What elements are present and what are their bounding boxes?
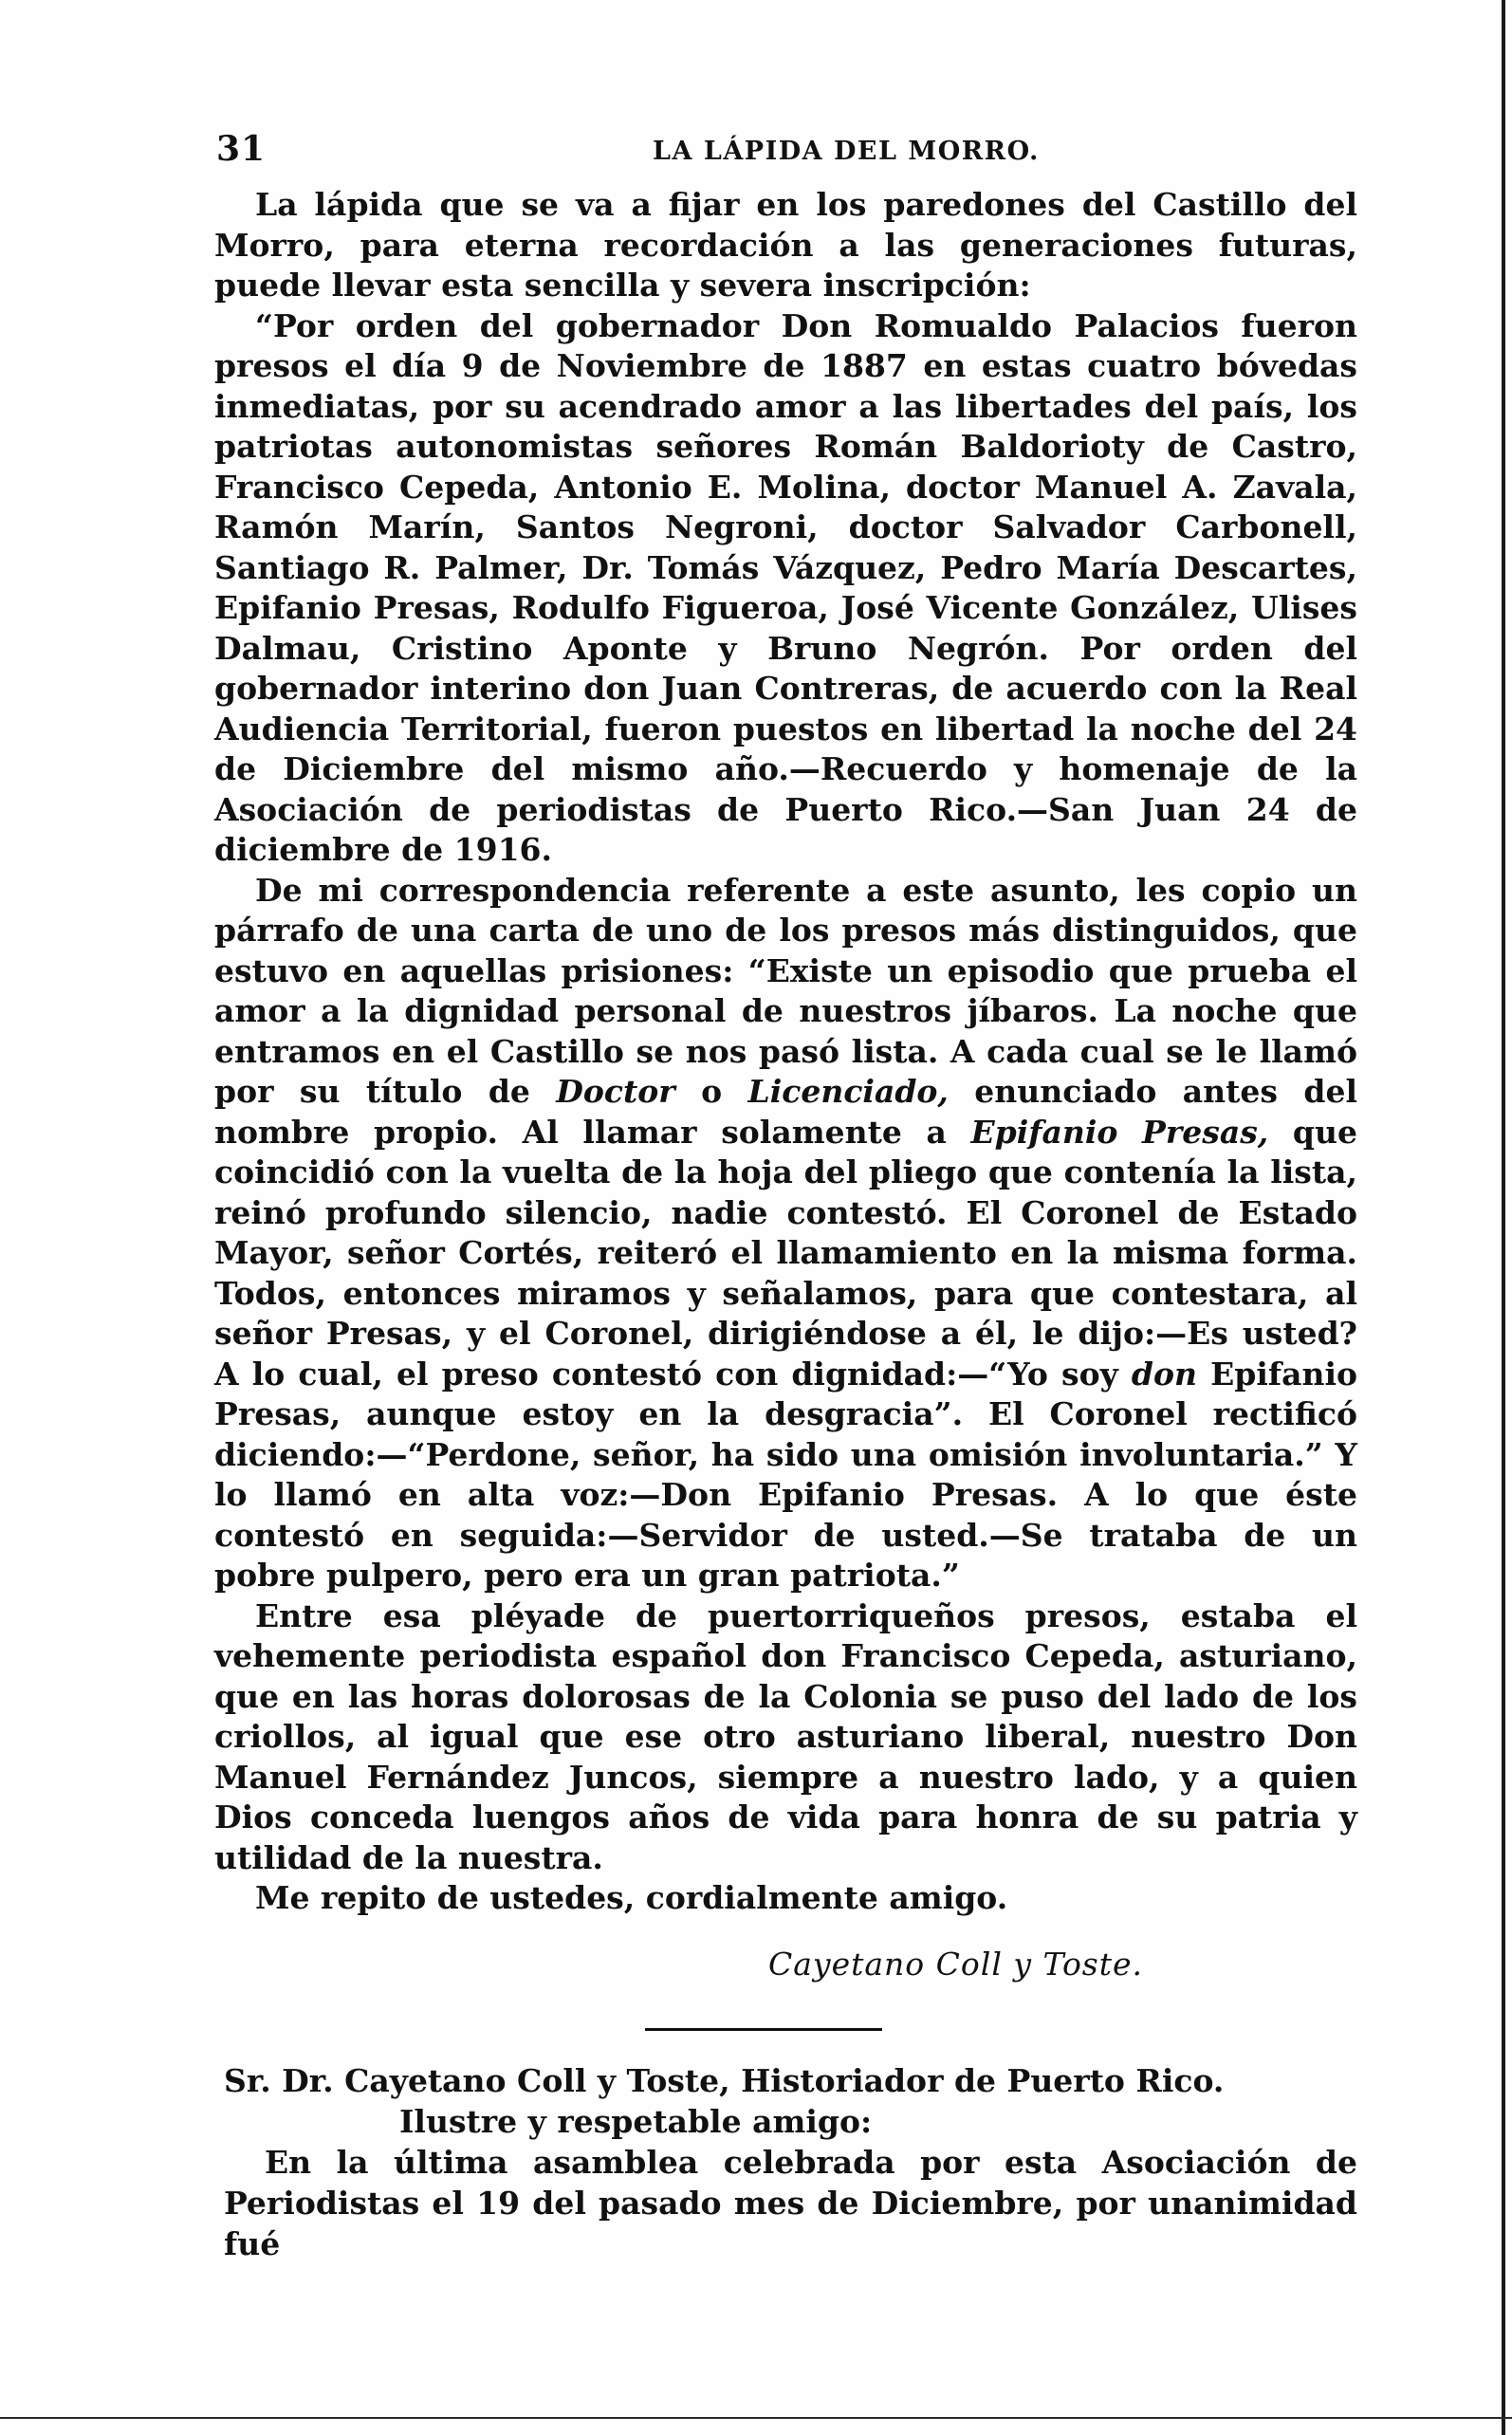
p3-em-doctor: Doctor bbox=[556, 1073, 675, 1110]
letter-addressee: Sr. Dr. Cayetano Coll y Toste, Historiador de Puerto Rico. bbox=[224, 2062, 1225, 2099]
letter-section bbox=[224, 2060, 1357, 2264]
letter-salutation: Ilustre y respetable amigo: bbox=[399, 2103, 873, 2140]
paragraph-closing: Me repito de ustedes, cordialmente amigo. bbox=[255, 1879, 1008, 1916]
paragraph-pleyade: Entre esa pléyade de puertorriqueños presos, estaba el vehemente periodista español don Francisco Cepeda, asturiano, que en las horas dolorosas de la Colonia se puso del lado de los criollos, al igual que ese otro asturiano liberal, nuestro Don Manuel Fernández Juncos, siempre a nuestro lado, y a quien Dios conceda luengos años de vida para honra de su patria y utilidad de la nuestra. bbox=[214, 1596, 1357, 1876]
letter-body: En la última asamblea celebrada por esta Asociación de Periodistas el 19 del pasado mes de Diciembre, por unanimidad fué bbox=[224, 2144, 1357, 2262]
paragraph-intro: La lápida que se va a fijar en los paredones del Castillo del Morro, para eterna recordación a las generaciones futuras, puede llevar esta sencilla y severa inscripción: bbox=[214, 186, 1357, 304]
section-divider bbox=[645, 2028, 882, 2031]
p3-text-a: De mi correspondencia referente a este asunto, les copio un párrafo de una carta de uno de los presos más distinguidos, que estuvo en aquellas prisiones: “Existe un episodio que prueba el amor a la dignidad personal de nuestros jíbaros. La noche que entramos en el Castillo se nos pasó lista. A cada cual se le llamó por su título de bbox=[214, 871, 1357, 1110]
page-number: 31 bbox=[216, 129, 267, 169]
signature: Cayetano Coll y Toste. bbox=[768, 1946, 1144, 1983]
p3-em-licenciado: Licenciado, bbox=[747, 1073, 949, 1110]
p3-text-d: que coincidió con la vuelta de la hoja del pliego que contenía la lista, reinó profundo silencio, nadie contestó. El Coronel de Estado Mayor, señor Cortés, reiteró el llamamiento en la misma forma. Todos, entonces miramos y señalamos, para que contestara, al señor Presas, y el Coronel, dirigiéndose a él, le dijo:—Es usted? A lo cual, el preso contestó con dignidad:—“Yo soy bbox=[214, 1113, 1357, 1393]
running-title: LA LÁPIDA DEL MORRO. bbox=[653, 137, 1040, 166]
p3-em-don: don bbox=[1131, 1355, 1197, 1393]
p3-text-c: enunciado antes del nombre propio. Al llamar solamente a bbox=[214, 1073, 1357, 1151]
p3-text-b: o bbox=[674, 1073, 748, 1110]
page-edge-rule bbox=[1502, 0, 1505, 2435]
page-header bbox=[216, 129, 1359, 173]
body-text bbox=[214, 185, 1357, 1919]
p3-text-e: Epifanio Presas, aunque estoy en la desgracia”. El Coronel rectificó diciendo:—“Perdone, señor, ha sido una omisión involuntaria.” Y lo llamó en alta voz:—Don Epifanio Presas. A lo que éste contestó en seguida:—Servidor de usted.—Se trataba de un pobre pulpero, pero era un gran patriota.” bbox=[214, 1355, 1357, 1594]
paragraph-inscription: “Por orden del gobernador Don Romualdo Palacios fueron presos el día 9 de Noviembre de 1887 en estas cuatro bóvedas inmediatas, por su acendrado amor a las libertades del país, los patriotas autonomistas señores Román Baldorioty de Castro, Francisco Cepeda, Antonio E. Molina, doctor Manuel A. Zavala, Ramón Marín, Santos Negroni, doctor Salvador Carbonell, Santiago R. Palmer, Dr. Tomás Vázquez, Pedro María Descartes, Epifanio Presas, Rodulfo Figueroa, José Vicente González, Ulises Dalmau, Cristino Aponte y Bruno Negrón. Por orden del gobernador interino don Juan Contreras, de acuerdo con la Real Audiencia Territorial, fueron puestos en libertad la noche del 24 de Diciembre del mismo año.—Recuerdo y homenaje de la Asociación de periodistas de Puerto Rico.—San Juan 24 de diciembre de 1916. bbox=[214, 306, 1357, 868]
paragraph-correspondence bbox=[214, 871, 1357, 1596]
p3-em-epifanio: Epifanio Presas, bbox=[970, 1113, 1269, 1151]
scan-bottom-rule bbox=[0, 2417, 1512, 2419]
